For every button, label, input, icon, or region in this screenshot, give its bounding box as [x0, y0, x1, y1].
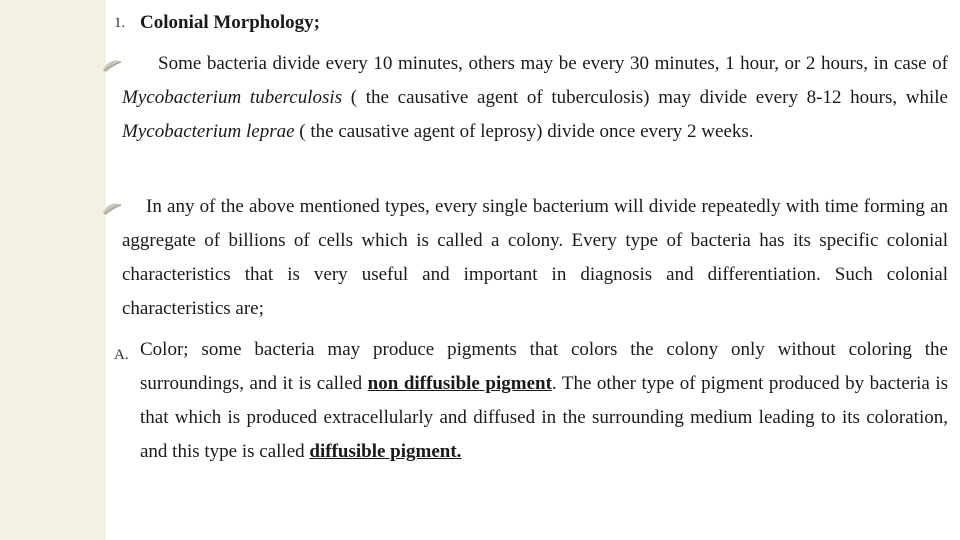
bullet-2-text: In any of the above mentioned types, every single bacterium will divide repeatedly with time forming an aggregate of billions of cells which is called a colony. Every type of bacteria has its specific colonial characteristics that is very useful and important in diagnosis and differentiation. Such colonial characteristics are; [122, 196, 948, 319]
item-a-text-a: Color; some bacteria may produce pigments that colors the colony only without coloring the surroundings, and it is called [140, 339, 948, 394]
item-a-text-c: . The other type of pigment produced by bacteria is that which is produced extracellularly and diffused in the surrounding medium leading to its coloration, and this type is called [140, 373, 948, 462]
bullet-1-species-1: Mycobacterium tuberculosis [122, 87, 343, 108]
item-a-paragraph [140, 333, 948, 469]
non-diffusible-term: non diffusible pigment [367, 373, 552, 394]
heading-title: Colonial Morphology; [140, 12, 320, 33]
item-a-marker: A. [114, 347, 129, 363]
bullet-paragraph-2 [122, 190, 948, 326]
diffusible-term: diffusible pigment. [309, 441, 462, 462]
bullet-paragraph-1 [122, 47, 948, 149]
heading-number: 1. [114, 15, 126, 31]
bullet-1-text-a: Some bacteria divide every 10 minutes, others may be every 30 minutes, 1 hour, or 2 hours, in case of [158, 53, 948, 74]
bullet-1-text-e: ( the causative agent of leprosy) divide once every 2 weeks. [294, 121, 754, 142]
section-heading [114, 6, 946, 40]
bullet-1-text-c: ( the causative agent of tuberculosis) may divide every 8-12 hours, while [342, 87, 948, 108]
bullet-1-species-2: Mycobacterium leprae [122, 121, 295, 142]
